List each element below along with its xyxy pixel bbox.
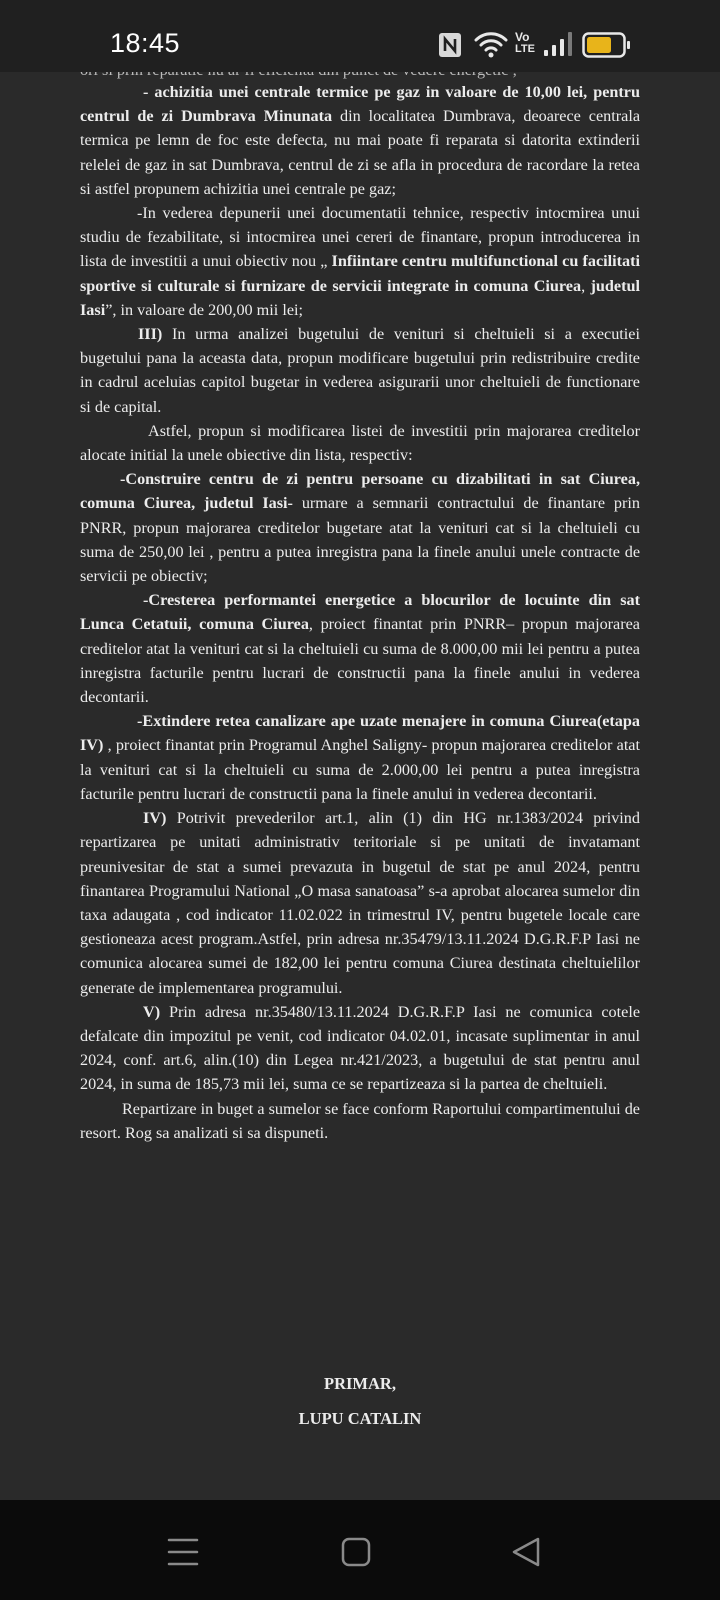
document-page <box>80 58 640 1145</box>
paragraph-section-v: V) Prin adresa nr.35480/13.11.2024 D.G.R.F.P Iasi ne comunica cotele defalcate din impozitul pe venit, cod indicator 04.02.01, incasate suplimentar in anul 2024, conf. art.6, alin.(10) din Legea nr.421/2023, a bugetului de stat pentru anul 2024, in suma de 185,73 mii lei, suma ce se repartizeaza si la partea de cheltuieli. <box>80 1002 640 1094</box>
paragraph-section-iv: IV) Potrivit prevederilor art.1, alin (1) din HG nr.1383/2024 privind repartizarea pe unitati administrativ teritoriale si pe unitati de invatamant preunivesitar de stat a sumei prevazuta in bugetul de stat pe anul 2024, pentru finantarea Programului National „O masa sanatoasa” s-a aprobat alocarea sumelor din taxa adaugata , cod indicator 11.02.022 in trimestrul IV, pentru bugetele locale care gestioneaza acest program.Astfel, prin adresa nr.35479/13.11.2024 D.G.R.F.P Iasi ne comunica alocarea sumei de 182,00 lei pentru comuna Ciurea destinata cheltuielilor generate de implementarea programului. <box>80 809 640 997</box>
status-bar <box>0 0 720 72</box>
volte-icon: Vo LTE <box>515 30 535 55</box>
back-icon[interactable] <box>498 1524 554 1580</box>
battery-icon <box>582 32 632 58</box>
wifi-icon <box>474 30 508 58</box>
signature-name: LUPU CATALIN <box>298 1409 422 1428</box>
nfc-icon <box>438 32 462 58</box>
paragraph-closing: Repartizare in buget a sumelor se face conform Raportului compartimentului de resort. Rog sa analizati si sa dispuneti. <box>80 1099 640 1142</box>
navigation-bar <box>0 1500 720 1600</box>
status-time: 18:45 <box>110 28 181 58</box>
paragraph-sewage-network: -Extindere retea canalizare ape uzate menajere in comuna Ciurea(etapa IV) , proiect finantat prin Programul Anghel Saligny- propun majorarea creditelor atat la venituri cat si la cheltuieli cu suma de 2.000,00 lei pentru a putea inregistra facturile pentru lucrari de constructii pana la finele anului in vederea decontarii. <box>80 712 640 803</box>
paragraph-feasibility-study: -In vederea depunerii unei documentatii tehnice, respectiv intocmirea unui studiu de fezabilitate, si intocmirea unei cereri de finantare, propun introducerea in lista de investitii a unui obiectiv nou „ Infiintare centru multifunctional cu facilitati sportive si culturale si furnizare de servicii integrate in comuna Ciurea, judetul Iasi”, in valoare de 200,00 mii lei; <box>80 204 641 319</box>
home-icon[interactable] <box>328 1524 384 1580</box>
paragraph-section-iii: III) In urma analizei bugetului de venituri si cheltuieli si a executiei bugetului pana la aceasta data, propun modificare bugetului prin redistribuire credite in cadrul aceluias capitol bugetar in vederea asigurarii unor cheltuieli de functionare si de capital. <box>80 325 640 416</box>
paragraph-energy-performance: -Cresterea performantei energetice a blocurilor de locuinte din sat Lunca Cetatuii, comuna Ciurea, proiect finantat prin PNRR– propun majorarea creditelor atat la venituri cat si la cheltuieli cu suma de 8.000,00 mii lei pentru a putea inregistra facturile pentru lucrari de constructii pana la finele anului in vederea decontarii. <box>80 591 640 707</box>
signal-icon <box>544 32 574 56</box>
paragraph-day-center: -Construire centru de zi pentru persoane cu dizabilitati in sat Ciurea, comuna Ciurea, judetul Iasi- urmare a semnarii contractului de finantare prin PNRR, propun majorarea creditelor bugetare atat la venituri cat si la cheltuieli cu suma de 250,00 lei , pentru a putea inregistra pana la finele anului unele contracte de servicii pe obiectiv; <box>80 470 640 586</box>
menu-icon[interactable] <box>155 1524 211 1580</box>
paragraph-investment-list: Astfel, propun si modificarea listei de investitii prin majorarea creditelor alocate initial la unele obiective din lista, respectiv: <box>80 421 640 465</box>
paragraph-heating-plant: - achizitia unei centrale termice pe gaz in valoare de 10,00 lei, pentru centrul de zi Dumbrava Minunata din localitatea Dumbrava, deoarece centrala termica pe lemn de foc este defecta, nu mai poate fi reparata si datorita extinderii relelei de gaz in sat Dumbrava, centrul de zi se afla in procedura de racordare la retea si astfel propunem achizitia unei centrale pe gaz; <box>80 83 641 198</box>
signature-title: PRIMAR, <box>324 1374 396 1393</box>
